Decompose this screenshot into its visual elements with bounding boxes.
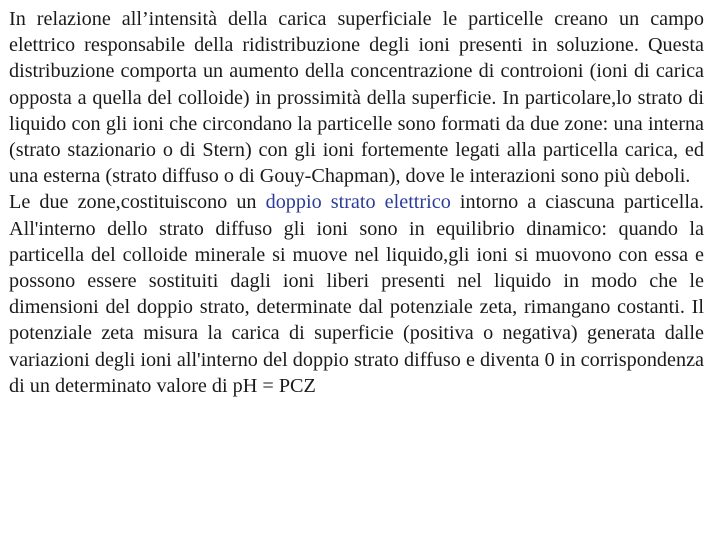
paragraph-double-layer-body: intorno a ciascuna particella. All'interno dello strato diffuso gli ioni sono in equilibrio dinamico: quando la particella del colloide minerale si muove nel liquido,gli ioni si muovono con essa e possono essere sostituiti dagli ioni liberi presenti nel liquido in modo che le dimensioni del doppio strato, determinate dal potenziale zeta, rimangano costanti. Il potenziale zeta misura la carica di superficie (positiva o negativa) generata dalle variazioni degli ioni all'interno del doppio strato diffuso e diventa 0 in corrispondenza di un determinato valore di pH = PCZ: [9, 191, 704, 397]
paragraph-double-layer-intro: Le due zone,costituiscono un: [9, 191, 266, 214]
paragraph-surface-charge: In relazione all’intensità della carica superficiale le particelle creano un campo elettrico responsabile della ridistribuzione degli ioni presenti in soluzione. Questa distribuzione comporta un aumento della concentrazione di controioni (ioni di carica opposta a quella del colloide) in prossimità della superficie. In particolare,lo strato di liquido con gli ioni che circondano la particelle sono formati da due zone: una interna (strato stazionario o di Stern) con gli ioni fortemente legati alla particella carica, ed una esterna (strato diffuso o di Gouy-Chapman), dove le interazioni sono più deboli.: [9, 8, 704, 188]
highlighted-term: doppio strato elettrico: [265, 191, 451, 214]
paragraph-double-layer: [9, 189, 704, 399]
